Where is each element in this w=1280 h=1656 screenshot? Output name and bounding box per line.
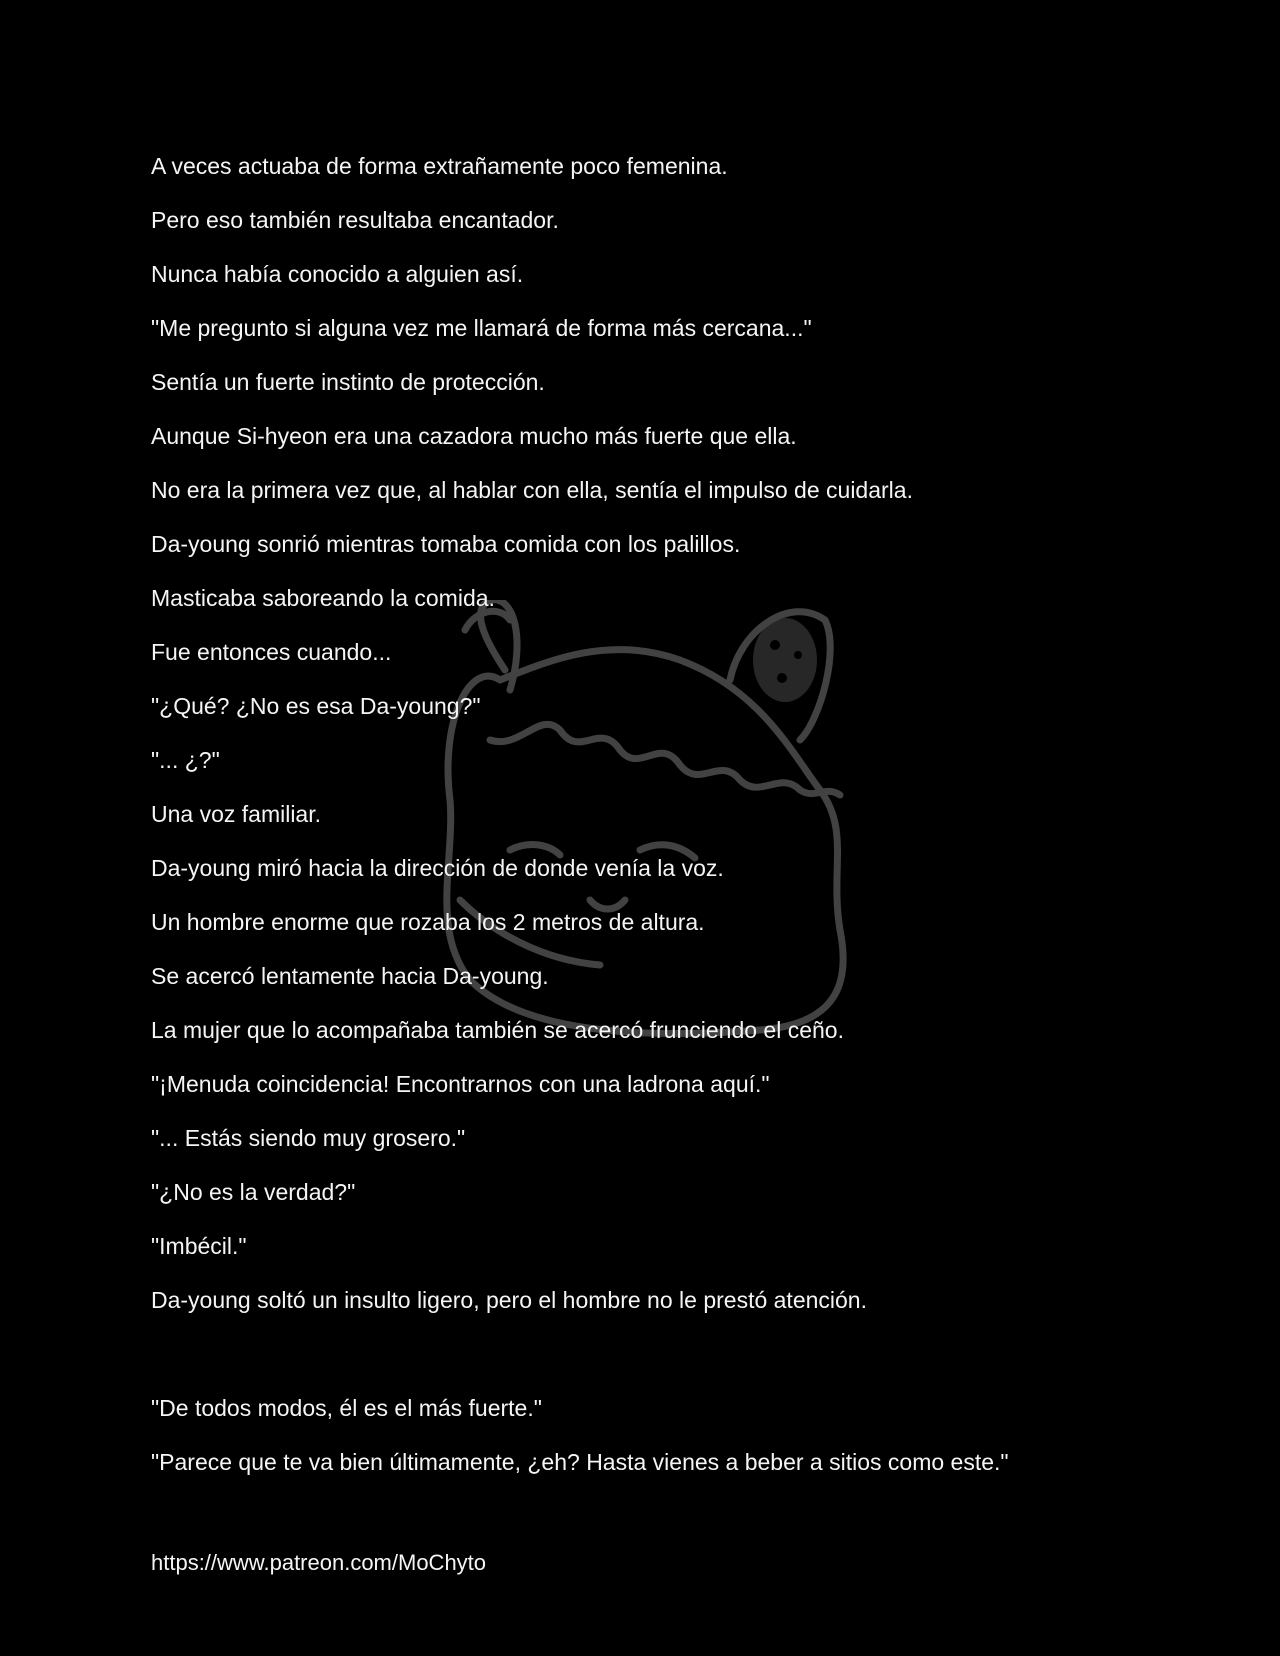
paragraph: "¿Qué? ¿No es esa Da-young?" <box>151 693 481 719</box>
paragraph: "... ¿?" <box>151 747 220 773</box>
paragraph: Masticaba saboreando la comida. <box>151 585 495 611</box>
paragraph: Sentía un fuerte instinto de protección. <box>151 369 545 395</box>
paragraph: "Imbécil." <box>151 1233 247 1259</box>
paragraph: Pero eso también resultaba encantador. <box>151 207 559 233</box>
paragraph: A veces actuaba de forma extrañamente poco femenina. <box>151 153 728 179</box>
cat-blob-watermark-icon <box>430 600 910 1060</box>
patreon-link[interactable]: https://www.patreon.com/MoChyto <box>151 1550 487 1575</box>
paragraph: "¿No es la verdad?" <box>151 1179 356 1205</box>
paragraph: La mujer que lo acompañaba también se acercó frunciendo el ceño. <box>151 1017 844 1043</box>
paragraph: No era la primera vez que, al hablar con ella, sentía el impulso de cuidarla. <box>151 477 913 503</box>
paragraph: Fue entonces cuando... <box>151 639 392 665</box>
paragraph: Una voz familiar. <box>151 801 322 827</box>
paragraph: Da-young sonrió mientras tomaba comida con los palillos. <box>151 531 741 557</box>
paragraph: "Me pregunto si alguna vez me llamará de forma más cercana..." <box>151 315 812 341</box>
paragraph: Da-young miró hacia la dirección de donde venía la voz. <box>151 855 724 881</box>
paragraph: Nunca había conocido a alguien así. <box>151 261 524 287</box>
paragraph: Aunque Si-hyeon era una cazadora mucho más fuerte que ella. <box>151 423 797 449</box>
paragraph: "Parece que te va bien últimamente, ¿eh? Hasta vienes a beber a sitios como este." <box>151 1449 1009 1475</box>
paragraph: Da-young soltó un insulto ligero, pero el hombre no le prestó atención. <box>151 1287 867 1313</box>
paragraph: Se acercó lentamente hacia Da-young. <box>151 963 549 989</box>
paragraph: "... Estás siendo muy grosero." <box>151 1125 466 1151</box>
paragraph: "¡Menuda coincidencia! Encontrarnos con una ladrona aquí." <box>151 1071 770 1097</box>
paragraph: "De todos modos, él es el más fuerte." <box>151 1395 542 1421</box>
paragraph: Un hombre enorme que rozaba los 2 metros de altura. <box>151 909 705 935</box>
